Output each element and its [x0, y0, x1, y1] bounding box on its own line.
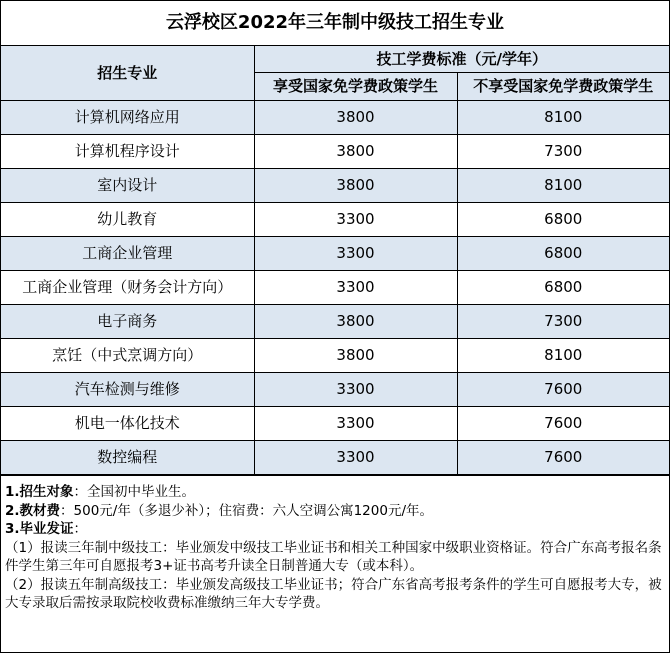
exempt-column-header: 享受国家免学费政策学生: [254, 73, 457, 101]
fee-table: [1, 1, 669, 475]
table-row: [1, 135, 669, 169]
exempt-fee: 3800: [254, 101, 457, 135]
exempt-fee: 3800: [254, 305, 457, 339]
non-exempt-fee: 7600: [457, 373, 669, 407]
note-text: ：全国初中毕业生。: [73, 484, 196, 500]
note-text: ：: [73, 521, 88, 537]
major-name: 工商企业管理: [1, 237, 254, 271]
major-name: 工商企业管理（财务会计方向）: [1, 271, 254, 305]
exempt-fee: 3300: [254, 237, 457, 271]
exempt-fee: 3300: [254, 373, 457, 407]
major-column-header: 招生专业: [1, 46, 254, 101]
non-exempt-fee: 7600: [457, 407, 669, 441]
major-name: 计算机网络应用: [1, 101, 254, 135]
non-exempt-fee: 7600: [457, 441, 669, 475]
non-exempt-fee: 6800: [457, 237, 669, 271]
note-text: ：500元/年（多退少补）；住宿费：六人空调公寓1200元/年。: [60, 502, 434, 519]
exempt-fee: 3800: [254, 169, 457, 203]
exempt-fee: 3300: [254, 441, 457, 475]
notes-section: [1, 475, 669, 613]
non-exempt-fee: 8100: [457, 101, 669, 135]
table-row: [1, 271, 669, 305]
exempt-fee: 3800: [254, 339, 457, 373]
table-row: [1, 339, 669, 373]
page-title: 云浮校区2022年三年制中级技工招生专业: [1, 1, 669, 46]
non-exempt-column-header: 不享受国家免学费政策学生: [457, 73, 669, 101]
table-row: [1, 373, 669, 407]
non-exempt-fee: 6800: [457, 271, 669, 305]
note-label: 3.毕业发证: [5, 521, 74, 537]
note-textbook-fee: [5, 502, 665, 521]
non-exempt-fee: 7300: [457, 305, 669, 339]
table-row: [1, 203, 669, 237]
note-label: 2.教材费: [5, 502, 61, 519]
major-name: 电子商务: [1, 305, 254, 339]
table-row: [1, 101, 669, 135]
exempt-fee: 3300: [254, 271, 457, 305]
note-enrollment-target: [5, 483, 665, 502]
major-name: 幼儿教育: [1, 203, 254, 237]
major-name: 数控编程: [1, 441, 254, 475]
non-exempt-fee: 6800: [457, 203, 669, 237]
exempt-fee: 3300: [254, 203, 457, 237]
fee-standard-header: 技工学费标准（元/学年）: [254, 46, 669, 73]
major-name: 机电一体化技术: [1, 407, 254, 441]
non-exempt-fee: 8100: [457, 339, 669, 373]
note-three-year-program: （1）报读三年制中级技工：毕业颁发中级技工毕业证书和相关工种国家中级职业资格证。符合广东高考报名条件学生第三年可自愿报考3+证书高考升读全日制普通大专（或本科）。: [5, 539, 662, 574]
non-exempt-fee: 7300: [457, 135, 669, 169]
exempt-fee: 3300: [254, 407, 457, 441]
non-exempt-fee: 8100: [457, 169, 669, 203]
note-five-year-program: （2）报读五年制高级技工：毕业颁发高级技工毕业证书；符合广东省高考报考条件的学生可自愿报考大专，被大专录取后需按录取院校收费标准缴纳三年大专学费。: [5, 576, 662, 611]
table-row: [1, 169, 669, 203]
table-row: [1, 407, 669, 441]
table-row: [1, 441, 669, 475]
major-name: 汽车检测与维修: [1, 373, 254, 407]
table-row: [1, 237, 669, 271]
note-certificate: [5, 520, 665, 539]
major-name: 烹饪（中式烹调方向）: [1, 339, 254, 373]
exempt-fee: 3800: [254, 135, 457, 169]
major-name: 计算机程序设计: [1, 135, 254, 169]
note-label: 1.招生对象: [5, 484, 74, 500]
table-row: [1, 305, 669, 339]
major-name: 室内设计: [1, 169, 254, 203]
